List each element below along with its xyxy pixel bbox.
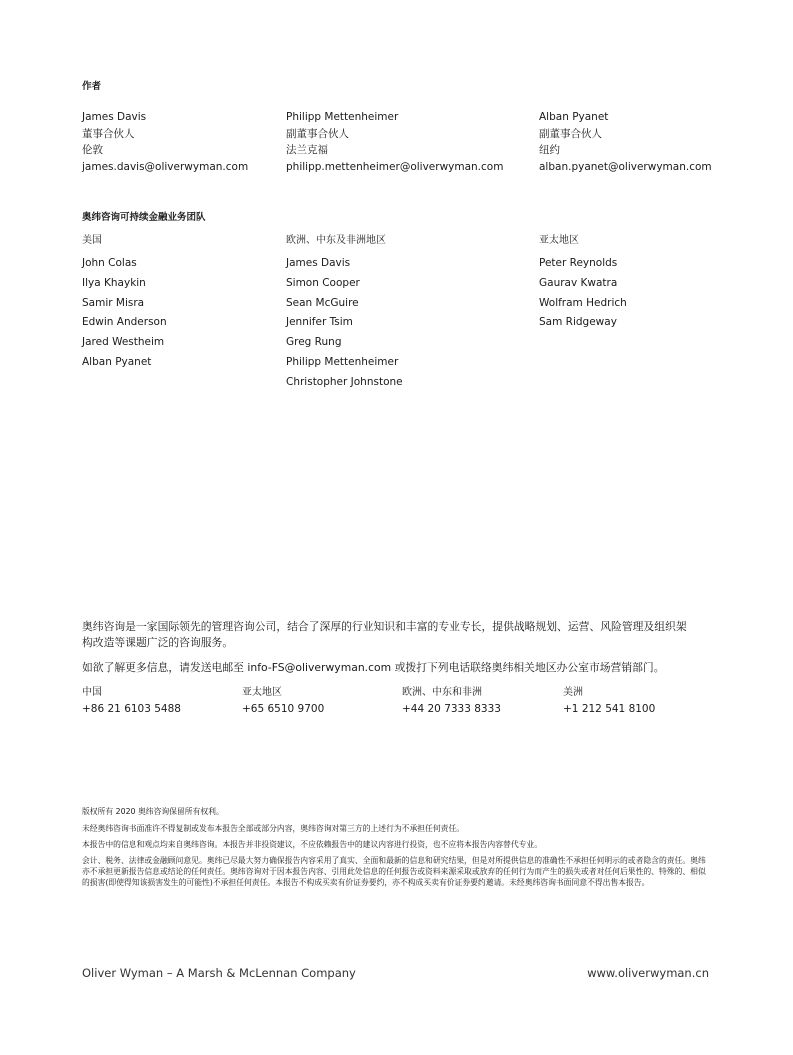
- team-member: Sam Ridgeway: [539, 316, 617, 329]
- office-phone[interactable]: +1 212 541 8100: [563, 703, 656, 715]
- team-list-emea: [286, 254, 403, 393]
- office-phone[interactable]: +44 20 7333 8333: [402, 703, 501, 715]
- team-member: Greg Rung: [286, 336, 342, 349]
- team-member: Edwin Anderson: [82, 316, 167, 329]
- authors-heading: 作者: [82, 81, 102, 92]
- author-title: 副董事合伙人: [539, 127, 602, 140]
- team-member: John Colas: [82, 257, 137, 269]
- office-region: 中国: [82, 687, 102, 698]
- office-region: 欧洲、中东和非洲: [402, 687, 482, 698]
- team-list-apac: [539, 254, 627, 333]
- team-list-us: [82, 254, 167, 373]
- team-member: Philipp Mettenheimer: [286, 355, 399, 368]
- office-americas: [563, 685, 655, 717]
- region-label-apac: 亚太地区: [539, 235, 579, 246]
- author-card: [286, 109, 503, 175]
- office-apac: [242, 685, 324, 717]
- team-member: Wolfram Hedrich: [539, 296, 627, 309]
- author-title: 副董事合伙人: [286, 127, 349, 140]
- office-china: [82, 685, 181, 717]
- team-member: Sean McGuire: [286, 296, 359, 309]
- team-member: Samir Misra: [82, 296, 145, 309]
- contact-text: 如欲了解更多信息，请发送电邮至 info-FS@oliverwyman.com 或拨打下列电话联络奥纬相关地区办公室市场营销部门。: [82, 661, 665, 674]
- office-phone[interactable]: +65 6510 9700: [242, 703, 325, 715]
- team-member: Ilya Khaykin: [82, 276, 146, 289]
- footer-website[interactable]: www.oliverwyman.cn: [587, 966, 709, 980]
- legal-copyright: 版权所有 2020 奥纬咨询保留所有权利。: [82, 807, 224, 816]
- author-title: 董事合伙人: [82, 127, 135, 140]
- author-name: James Davis: [82, 111, 147, 123]
- legal-paragraph: 会计、税务、法律或金融顾问意见。奥纬已尽最大努力确保报告内容采用了真实、全面和最新的信息和研究结果，但是对所提供信息的准确性不承担任何明示的或者隐含的责任。奥纬亦不承担更新报告信息或结论的任何责任。奥纬咨询对于因本报告内容、引用此处信息的任何报告或资料来源采取或放弃的任何行为而产生的损失或者对任何后果性的、特殊的、相似的损害(即使得知该损害发生的可能性)不承担任何责任。本报告不构成买卖有价证券要约，亦不构成买卖有价证券要约邀请。未经奥纬咨询书面同意不得出售本报告。: [82, 856, 706, 887]
- author-city: 法兰克福: [286, 144, 328, 156]
- footer-company: Oliver Wyman – A Marsh & McLennan Company: [82, 966, 356, 980]
- author-city: 伦敦: [82, 144, 103, 156]
- author-email[interactable]: alban.pyanet@oliverwyman.com: [539, 160, 712, 173]
- team-member: Simon Cooper: [286, 276, 360, 289]
- region-label-emea: 欧洲、中东及非洲地区: [286, 235, 386, 246]
- office-region: 亚太地区: [242, 687, 282, 698]
- team-member: Jennifer Tsim: [286, 316, 353, 329]
- author-email[interactable]: james.davis@oliverwyman.com: [82, 160, 249, 173]
- legal-paragraph: 本报告中的信息和观点均来自奥纬咨询。本报告并非投资建议，不应依赖报告中的建议内容进行投资，也不应将本报告内容替代专业。: [82, 840, 543, 849]
- team-member: James Davis: [286, 257, 351, 269]
- region-label-us: 美国: [82, 235, 102, 246]
- office-region: 美洲: [563, 687, 583, 698]
- team-member: Alban Pyanet: [82, 355, 152, 368]
- author-email[interactable]: philipp.mettenheimer@oliverwyman.com: [286, 160, 504, 173]
- author-card: [82, 109, 248, 175]
- author-name: Alban Pyanet: [539, 111, 609, 123]
- team-member: Christopher Johnstone: [286, 375, 403, 388]
- team-heading: 奥纬咨询可持续金融业务团队: [82, 212, 206, 223]
- legal-paragraph: 未经奥纬咨询书面准许不得复制或发布本报告全部或部分内容，奥纬咨询对第三方的上述行为不承担任何责任。: [82, 824, 465, 833]
- author-name: Philipp Mettenheimer: [286, 111, 399, 123]
- about-intro: 奥纬咨询是一家国际领先的管理咨询公司，结合了深厚的行业知识和丰富的专业专长，提供战略规划、运营、风险管理及组织架构改造等课题广泛的咨询服务。: [82, 620, 687, 649]
- office-phone[interactable]: +86 21 6103 5488: [82, 703, 181, 715]
- office-emea: [402, 685, 501, 717]
- team-member: Gaurav Kwatra: [539, 276, 618, 289]
- team-member: Jared Westheim: [82, 336, 165, 349]
- author-city: 纽约: [539, 144, 560, 156]
- author-card: [539, 109, 712, 175]
- team-member: Peter Reynolds: [539, 257, 618, 269]
